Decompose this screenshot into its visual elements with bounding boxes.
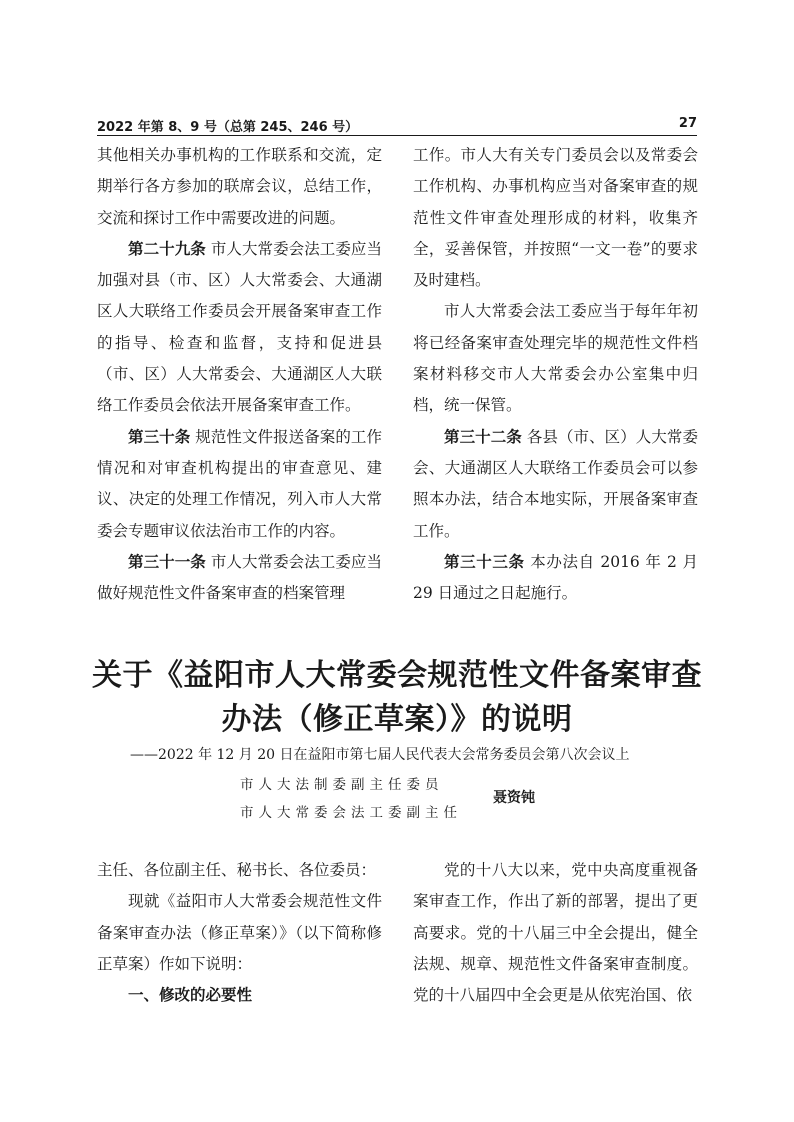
- body-paragraph: 其他相关办事机构的工作联系和交流，定期举行各方参加的联席会议，总结工作，交流和探讨工作中需要改进的问题。: [97, 146, 382, 227]
- body-paragraph: 市人大常委会法工委应当于每年年初将已经备案审查处理完毕的规范性文件档案材料移交市人大常委会办公室集中归档，统一保管。: [413, 302, 698, 415]
- body-paragraph: 现就《益阳市人大常委会规范性文件备案审查办法（修正草案）》（以下简称修正草案）作如下说明：: [97, 892, 382, 973]
- author-name: 聂资钝: [493, 790, 535, 806]
- page-number: 27: [678, 116, 697, 131]
- article-text: 市人大常委会法工委应当加强对县（市、区）人大常委会、大通湖区人大联络工作委员会开展备案审查工作的指导、检查和监督，支持和促进县（市、区）人大常委会、大通湖区人大联络工作委员会依法开展备案审查工作。: [97, 239, 382, 415]
- title-line-2: 办法（修正草案）》的说明: [221, 702, 573, 737]
- bottom-left-column: [97, 855, 382, 1011]
- article-text: 各县（市、区）人大常委会、大通湖区人大联络工作委员会可以参照本办法，结合本地实际，开展备案审查工作。: [413, 427, 698, 540]
- article-label: 第三十一条: [128, 552, 206, 571]
- article-subtitle: ——2022 年 12 月 20 日在益阳市第七届人民代表大会常务委员会第八次会议上: [130, 747, 630, 763]
- article-label: 第三十三条: [444, 552, 525, 571]
- article-paragraph: [413, 422, 698, 547]
- article-text: 规范性文件报送备案的工作情况和对审查机构提出的审查意见、建议、决定的处理工作情况，列入市人大常委会专题审议依法治市工作的内容。: [97, 427, 382, 540]
- salutation: 主任、各位副主任、秘书长、各位委员：: [97, 861, 377, 879]
- author-block: [240, 770, 560, 826]
- author-role-1: 市人大法制委副主任委员: [240, 777, 444, 793]
- section-heading: 一、修改的必要性: [128, 986, 253, 1005]
- article-paragraph: [97, 547, 382, 610]
- body-paragraph: 工作。市人大有关专门委员会以及常委会工作机构、办事机构应当对备案审查的规范性文件审查处理形成的材料，收集齐全，妥善保管，并按照“一文一卷”的要求及时建档。: [413, 146, 698, 290]
- author-role-2: 市人大常委会法工委副主任: [240, 805, 462, 821]
- article-text: 市人大常委会法工委应当做好规范性文件备案审查的档案管理: [97, 552, 382, 603]
- article-label: 第二十九条: [128, 239, 206, 258]
- title-line-1: 关于《益阳市人大常委会规范性文件备案审查: [92, 658, 702, 693]
- header-rule: [97, 135, 697, 136]
- article-label: 第三十二条: [444, 427, 522, 446]
- body-paragraph: 党的十八大以来，党中央高度重视备案审查工作，作出了新的部署，提出了更高要求。党的十八届三中全会提出，健全法规、规章、规范性文件备案审查制度。党的十八届四中全会更是从依宪治国、依: [413, 861, 698, 1005]
- issue-label: 2022 年第 8、9 号（总第 245、246 号）: [97, 120, 359, 135]
- article-paragraph: [413, 547, 698, 610]
- article-title: [70, 654, 724, 742]
- article-paragraph: [97, 234, 382, 422]
- running-header: [97, 114, 697, 136]
- top-left-column: [97, 140, 382, 609]
- article-text: 本办法自 2016 年 2 月 29 日通过之日起施行。: [413, 552, 698, 603]
- top-right-column: [413, 140, 698, 609]
- bottom-right-column: [413, 855, 698, 1011]
- article-label: 第三十条: [128, 427, 191, 446]
- article-paragraph: [97, 422, 382, 547]
